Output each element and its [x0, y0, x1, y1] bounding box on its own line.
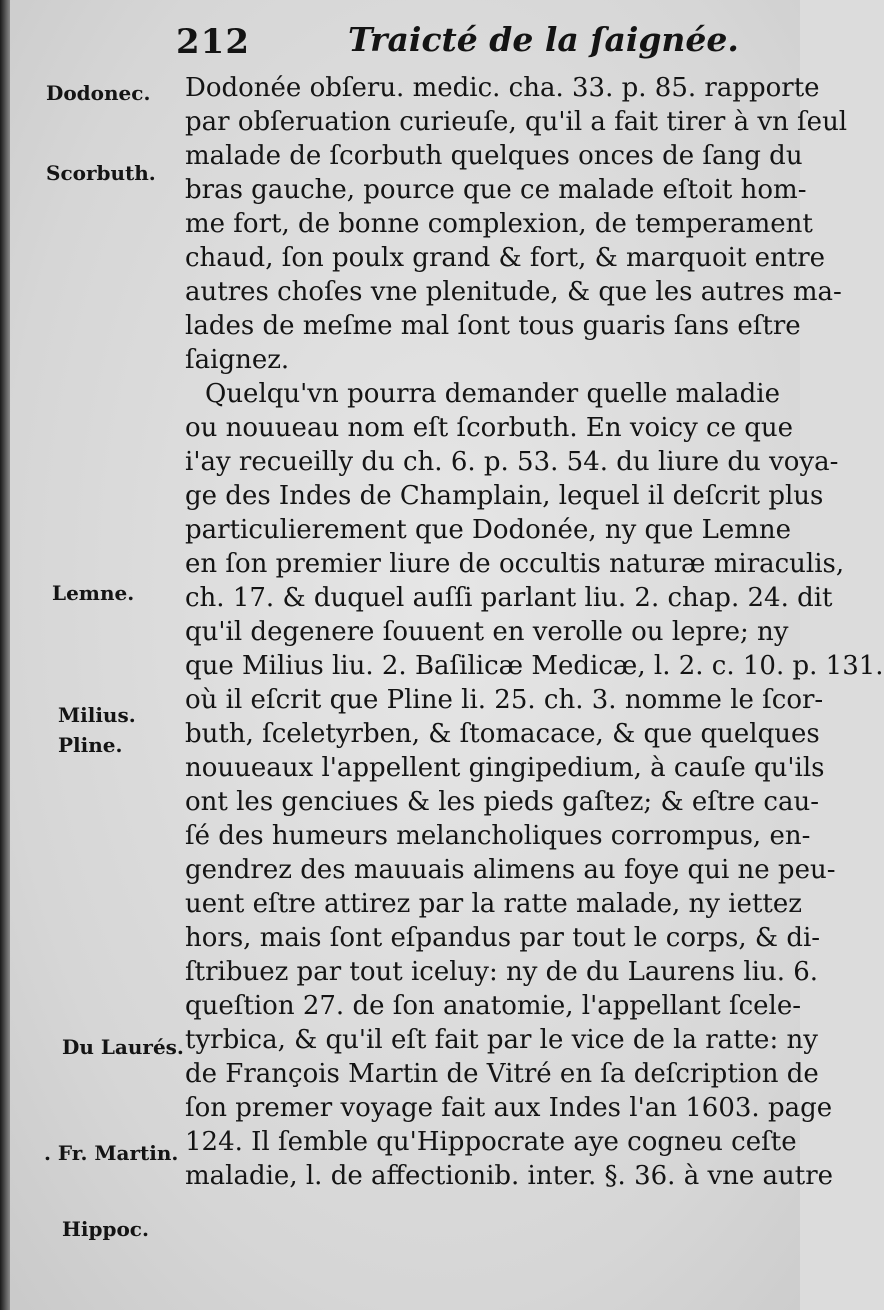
- text-line: hors, mais ſont eſpandus par tout le corps, & di-: [185, 923, 821, 953]
- text-line: chaud, ſon poulx grand & fort, & marquoit entre: [185, 243, 826, 273]
- margin-note-hippocrate: Hippoc.: [62, 1217, 149, 1241]
- margin-note-du-laurens: Du Laurés.: [62, 1035, 184, 1059]
- text-line: en ſon premier liure de occultis naturæ miraculis,: [185, 549, 845, 579]
- text-line: uent eſtre attirez par la ratte malade, ny iettez: [185, 889, 802, 919]
- text-line: qu'il degenere ſouuent en verolle ou lepre; ny: [185, 617, 789, 647]
- margin-note-milius: Milius.: [58, 703, 136, 727]
- running-title: Traicté de la ſaignée.: [348, 20, 739, 59]
- text-line: par obſeruation curieuſe, qu'il a fait tirer à vn ſeul: [185, 107, 848, 137]
- text-line: ch. 17. & duquel auſſi parlant liu. 2. chap. 24. dit: [185, 583, 833, 613]
- text-line: ge des Indes de Champlain, lequel il deſcrit plus: [185, 481, 824, 511]
- text-line: que Milius liu. 2. Baſilicæ Medicæ, l. 2. c. 10. p. 131.: [185, 651, 884, 681]
- text-line: queſtion 27. de ſon anatomie, l'appellant ſcele-: [185, 991, 802, 1021]
- text-line: ſtribuez par tout iceluy: ny de du Laurens liu. 6.: [185, 957, 819, 987]
- text-line: maladie, l. de affectionib. inter. §. 36. à vne autre: [185, 1161, 834, 1191]
- text-line: bras gauche, pource que ce malade eſtoit hom-: [185, 175, 807, 205]
- margin-note-lemne: Lemne.: [52, 581, 135, 605]
- text-line: buth, ſceletyrben, & ſtomacace, & que quelques: [185, 719, 820, 749]
- text-line: ſé des humeurs melancholiques corrompus, en-: [185, 821, 811, 851]
- margin-note-dodonee: Dodonec.: [46, 81, 151, 105]
- text-line: tyrbica, & qu'il eſt fait par le vice de la ratte: ny: [185, 1025, 818, 1055]
- text-line: ſon premer voyage fait aux Indes l'an 1603. page: [185, 1093, 833, 1123]
- text-line: Quelqu'vn pourra demander quelle maladie: [205, 379, 780, 409]
- text-line: nouueaux l'appellent gingipedium, à cauſe qu'ils: [185, 753, 825, 783]
- text-line: ou nouueau nom eſt ſcorbuth. En voicy ce que: [185, 413, 794, 443]
- text-line: autres choſes vne plenitude, & que les autres ma-: [185, 277, 842, 307]
- text-line: 124. Il ſemble qu'Hippocrate aye cogneu ceſte: [185, 1127, 797, 1157]
- margin-note-fr-martin: . Fr. Martin.: [44, 1141, 179, 1165]
- text-line: particulierement que Dodonée, ny que Lemne: [185, 515, 792, 545]
- text-line: ſaignez.: [185, 345, 290, 375]
- text-line: lades de meſme mal ſont tous guaris ſans eſtre: [185, 311, 801, 341]
- text-line: me fort, de bonne complexion, de temperament: [185, 209, 813, 239]
- text-line: gendrez des mauuais alimens au foye qui ne peu-: [185, 855, 836, 885]
- text-line: Dodonée obſeru. medic. cha. 33. p. 85. rapporte: [185, 73, 820, 103]
- text-line: de François Martin de Vitré en ſa deſcription de: [185, 1059, 819, 1089]
- text-line: ont les genciues & les pieds gaſtez; & eſtre cau-: [185, 787, 819, 817]
- text-line: i'ay recueilly du ch. 6. p. 53. 54. du liure du voya-: [185, 447, 839, 477]
- text-line: où il eſcrit que Pline li. 25. ch. 3. nomme le ſcor-: [185, 685, 824, 715]
- text-line: malade de ſcorbuth quelques onces de ſang du: [185, 141, 803, 171]
- margin-note-scorbuth: Scorbuth.: [46, 161, 156, 185]
- page-number: 212: [176, 22, 250, 62]
- margin-note-pline: Pline.: [58, 733, 123, 757]
